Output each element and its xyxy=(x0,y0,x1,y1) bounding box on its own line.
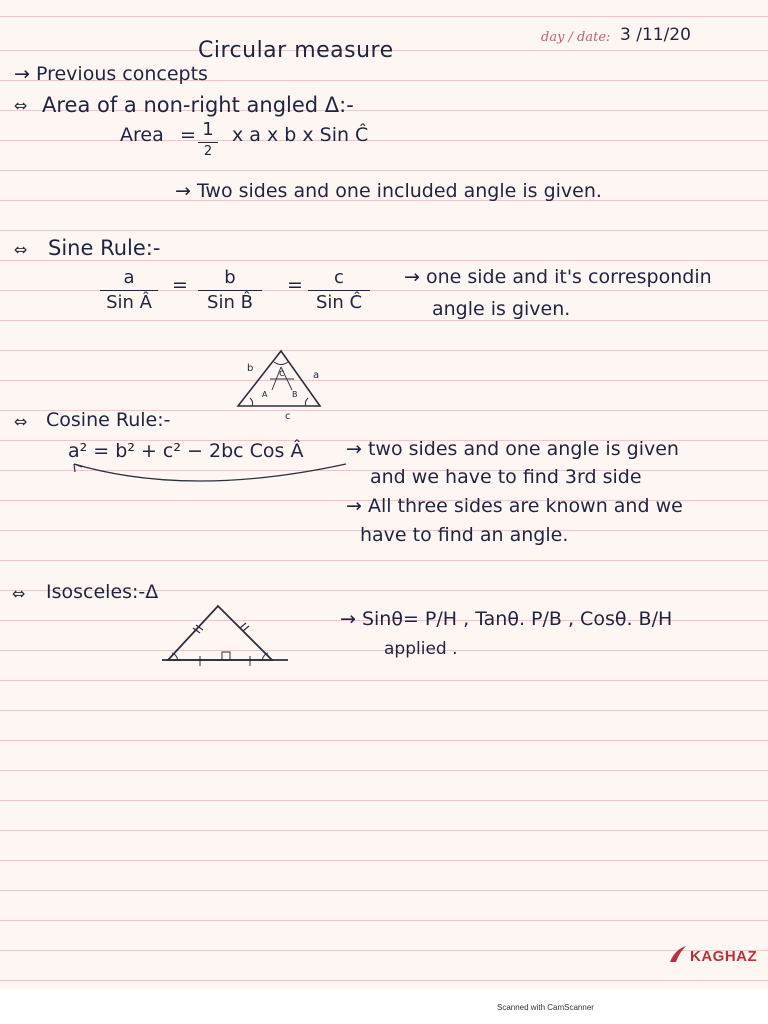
sine-fraction-c xyxy=(308,268,370,313)
area-fraction-denominator: 2 xyxy=(203,144,213,160)
scanner-watermark: Scanned with CamScanner xyxy=(497,1003,594,1012)
cosine-note-line2: and we have to find 3rd side xyxy=(370,466,642,488)
sine-equals-2: = xyxy=(287,274,303,296)
date-label: day / date: xyxy=(541,30,611,45)
bullet-arrow-icon: ⇔ xyxy=(14,412,28,431)
triangle-label-angle-a: A xyxy=(262,390,268,399)
triangle-label-angle-b: B xyxy=(292,390,298,399)
triangle-label-b: b xyxy=(247,363,254,374)
sine-note-line1: → one side and it's correspondin xyxy=(404,266,712,288)
area-heading: Area of a non-right angled Δ:- xyxy=(42,93,354,117)
isosceles-note-line1: → Sinθ= P/H , Tanθ. P/B , Cosθ. B/H xyxy=(340,608,673,630)
sine-denominator-a: Sin Â xyxy=(106,292,152,314)
bullet-arrow-icon: ⇔ xyxy=(12,584,26,603)
cosine-note-line4: have to find an angle. xyxy=(360,524,569,546)
triangle-label-c-angle: c xyxy=(279,368,285,379)
footer-strip xyxy=(0,990,768,1024)
area-equals: = xyxy=(180,124,196,146)
date-value: 3 /11/20 xyxy=(620,25,691,45)
sine-rule-heading: Sine Rule:- xyxy=(48,236,161,260)
bullet-arrow-icon: ⇔ xyxy=(14,240,28,259)
area-note: → Two sides and one included angle is given. xyxy=(175,180,602,202)
sine-numerator-c: c xyxy=(334,267,344,288)
sine-denominator-c: Sin Ĉ xyxy=(315,292,363,314)
labelled-triangle-diagram xyxy=(230,345,330,420)
sine-fraction-b xyxy=(198,268,262,313)
cosine-formula: a² = b² + c² − 2bc Cos Â xyxy=(68,440,304,462)
area-rhs: x a x b x Sin Ĉ xyxy=(232,124,369,146)
page-title: Circular measure xyxy=(198,38,394,63)
cosine-curved-arrow xyxy=(70,462,350,492)
area-fraction xyxy=(198,120,218,160)
area-fraction-numerator: 1 xyxy=(202,119,214,140)
area-lhs: Area xyxy=(120,124,164,146)
isosceles-heading: Isosceles:-Δ xyxy=(46,581,159,603)
cosine-note-line3: → All three sides are known and we xyxy=(346,495,683,517)
triangle-label-c: c xyxy=(285,411,291,422)
sine-numerator-a: a xyxy=(123,267,135,288)
kaghaz-logo-icon xyxy=(666,944,688,966)
triangle-label-a: a xyxy=(313,370,320,381)
sine-numerator-b: b xyxy=(224,267,236,288)
isosceles-note-line2: applied . xyxy=(384,639,458,659)
fraction-bar xyxy=(198,142,218,144)
sine-denominator-b: Sin B̂ xyxy=(207,292,253,314)
kaghaz-logo-text: KAGHAZ xyxy=(690,948,758,965)
sine-equals-1: = xyxy=(172,274,188,296)
sine-fraction-a xyxy=(100,268,158,313)
bullet-arrow-icon: ⇔ xyxy=(14,96,28,115)
previous-concepts-heading: → Previous concepts xyxy=(14,63,208,85)
sine-note-line2: angle is given. xyxy=(432,298,571,320)
cosine-note-line1: → two sides and one angle is given xyxy=(346,438,679,460)
cosine-rule-heading: Cosine Rule:- xyxy=(46,409,171,431)
isosceles-triangle-diagram xyxy=(160,600,292,668)
